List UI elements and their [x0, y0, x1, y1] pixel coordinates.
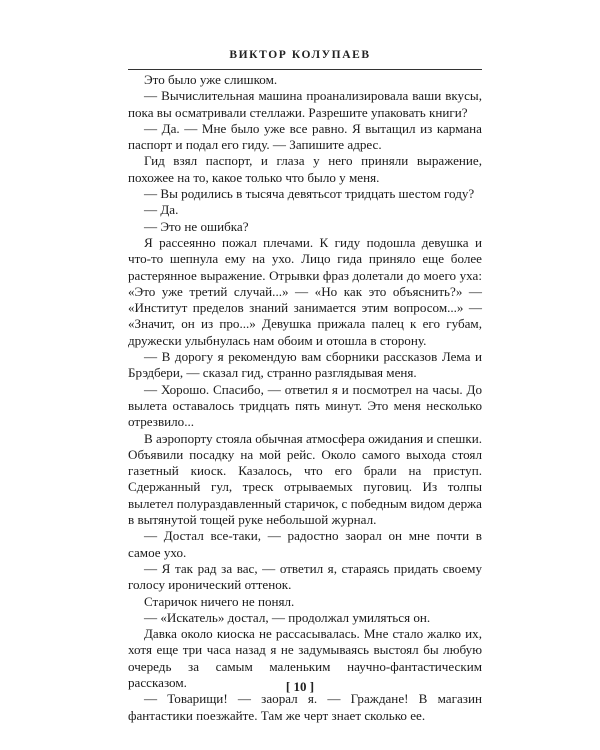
paragraph: Я рассеянно пожал плечами. К гиду подошла девушка и что-то шепнула ему на ухо. Лицо гида приняло еще более растерянное выражение. Отрывки фраз долетали до моего уха: «Это уже третий случай...» — «Но как это объяснить?» — «Институт пределов знаний занимается этим вопросом...» — «Значит, он из про...» Девушка прижала палец к его губам, дружески улыбнулась нам обоим и отошла в сторону. [128, 234, 482, 348]
paragraph: — Это не ошибка? [144, 218, 249, 234]
paragraph: — Вы родились в тысяча девятьсот тридцать шестом году? [144, 186, 475, 202]
paragraph: — Да. [144, 202, 179, 218]
paragraph: — Хорошо. Спасибо, — ответил я и посмотрел на часы. До вылета оставалось тридцать пять минут. Это меня несколько отрезвило... [128, 381, 482, 430]
paragraph: — Достал все-таки, — радостно заорал он мне почти в самое ухо. [128, 528, 482, 560]
paragraph: В аэропорту стояла обычная атмосфера ожидания и спешки. Объявили посадку на мой рейс. Около самого выхода стоял газетный киоск. Казалось, что его брали на приступ. Сдержанный гул, треск отрываемых пуговиц. Из толпы вылетел полураздавленный старичок, с победным видом держа в вытянутой тощей руке небольшой журнал. [128, 430, 482, 528]
paragraph: — В дорогу я рекомендую вам сборники рассказов Лема и Брэдбери, — сказал гид, странно разглядывая меня. [128, 349, 482, 381]
paragraph: — Товарищи! — заорал я. — Граждане! В магазин фантастики поезжайте. Там же черт знает сколько ее. [128, 691, 482, 723]
page-number: [ 10 ] [285, 679, 315, 694]
paragraph: Давка около киоска не рассасывалась. Мне стало жалко их, хотя еще три часа назад я не задумываясь выстоял бы любую очередь за самым маленьким научно-фантастическим рассказом. [128, 626, 482, 690]
paragraph: Старичок ничего не понял. [144, 593, 295, 609]
paragraph: — Вычислительная машина проанализировала ваши вкусы, пока вы осматривали стеллажи. Разрешите упаковать книги? [128, 88, 482, 120]
paragraph: Это было уже слишком. [144, 72, 278, 87]
paragraph: — Да. — Мне было уже все равно. Я вытащил из кармана паспорт и подал его гиду. — Запишите адрес. [128, 120, 482, 153]
paragraph: — «Искатель» достал, — продолжал умиляться он. [144, 609, 431, 625]
paragraph: — Я так рад за вас, — ответил я, стараясь придать своему голосу иронический оттенок. [128, 560, 482, 593]
running-header: ВИКТОР КОЛУПАЕВ [229, 49, 371, 61]
paragraph: Гид взял паспорт, и глаза у него приняли выражение, похожее на то, какое только что было у меня. [128, 153, 482, 185]
header-rule [128, 69, 482, 70]
body-text [128, 72, 482, 724]
